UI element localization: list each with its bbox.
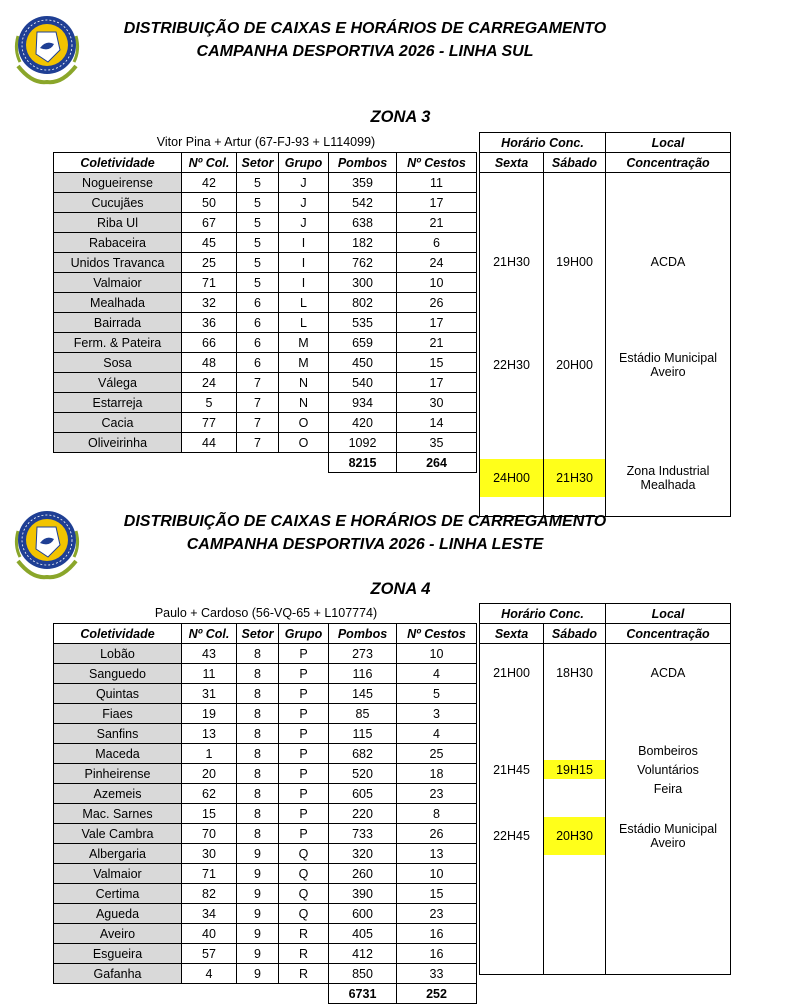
table-row <box>54 433 477 453</box>
cell-cestos: 8 <box>397 804 477 824</box>
cell-cestos: 33 <box>397 964 477 984</box>
cell-cestos: 17 <box>397 193 477 213</box>
total-cestos: 264 <box>397 453 477 473</box>
cell-col: 50 <box>182 193 237 213</box>
cell-pombos: 390 <box>329 884 397 904</box>
cell-pombos: 850 <box>329 964 397 984</box>
cell-name: Cucujães <box>54 193 182 213</box>
col-header-ncol: Nº Col. <box>182 153 237 173</box>
cell-name: Oliveirinha <box>54 433 182 453</box>
cell-setor: 6 <box>237 293 279 313</box>
cell-name: Certima <box>54 884 182 904</box>
clubs-table-header <box>54 153 477 173</box>
cell-cestos: 11 <box>397 173 477 193</box>
cell-col: 66 <box>182 333 237 353</box>
cell-cestos: 4 <box>397 724 477 744</box>
cell-pombos: 600 <box>329 904 397 924</box>
zone-heading: ZONA 4 <box>370 580 431 598</box>
cell-grupo: Q <box>279 864 329 884</box>
cell-col: 20 <box>182 764 237 784</box>
cell-name: Válega <box>54 373 182 393</box>
cell-name: Fiaes <box>54 704 182 724</box>
cell-pombos: 520 <box>329 764 397 784</box>
cell-cestos: 10 <box>397 273 477 293</box>
cell-col: 70 <box>182 824 237 844</box>
cell-name: Valmaior <box>54 864 182 884</box>
cell-grupo: J <box>279 213 329 233</box>
schedule-header-sexta: Sexta <box>480 624 544 644</box>
cell-col: 82 <box>182 884 237 904</box>
cell-cestos: 35 <box>397 433 477 453</box>
cell-pombos: 182 <box>329 233 397 253</box>
cell-col: 67 <box>182 213 237 233</box>
totals-row <box>54 453 477 473</box>
cell-grupo: P <box>279 704 329 724</box>
cell-col: 44 <box>182 433 237 453</box>
cell-cestos: 26 <box>397 824 477 844</box>
cell-cestos: 10 <box>397 644 477 664</box>
cell-col: 32 <box>182 293 237 313</box>
schedule-local-line: Voluntários <box>606 760 731 779</box>
cell-setor: 8 <box>237 824 279 844</box>
col-header-grupo: Grupo <box>279 153 329 173</box>
cell-grupo: I <box>279 273 329 293</box>
cell-pombos: 934 <box>329 393 397 413</box>
cell-name: Rabaceira <box>54 233 182 253</box>
cell-grupo: R <box>279 964 329 984</box>
table-row <box>54 253 477 273</box>
title-line-1: DISTRIBUIÇÃO DE CAIXAS E HORÁRIOS DE CARREGAMENTO <box>123 513 607 530</box>
col-header-pombos: Pombos <box>329 624 397 644</box>
cell-setor: 5 <box>237 193 279 213</box>
cell-pombos: 682 <box>329 744 397 764</box>
schedule-table <box>479 603 731 975</box>
schedule-header-sabado: Sábado <box>544 153 606 173</box>
cell-pombos: 115 <box>329 724 397 744</box>
col-header-ncol: Nº Col. <box>182 624 237 644</box>
total-pombos: 8215 <box>329 453 397 473</box>
cell-name: Sanguedo <box>54 664 182 684</box>
cell-setor: 8 <box>237 644 279 664</box>
cell-setor: 8 <box>237 804 279 824</box>
cell-grupo: R <box>279 924 329 944</box>
clubs-table-header <box>54 624 477 644</box>
cell-grupo: P <box>279 804 329 824</box>
schedule-sexta: 22H30 <box>480 351 544 379</box>
table-row <box>54 924 477 944</box>
cell-cestos: 21 <box>397 333 477 353</box>
club-logo <box>10 10 84 93</box>
cell-grupo: P <box>279 824 329 844</box>
schedule-sabado: 19H00 <box>544 173 606 352</box>
table-row <box>54 684 477 704</box>
cell-setor: 9 <box>237 884 279 904</box>
schedule-header-sabado: Sábado <box>544 624 606 644</box>
cell-col: 34 <box>182 904 237 924</box>
schedule-sexta: 21H45 <box>480 760 544 779</box>
schedule-sabado-highlighted: 20H30 <box>544 817 606 855</box>
cell-grupo: L <box>279 293 329 313</box>
cell-setor: 5 <box>237 253 279 273</box>
schedule-sexta: 21H30 <box>480 173 544 352</box>
cell-grupo: P <box>279 744 329 764</box>
cell-col: 25 <box>182 253 237 273</box>
cell-setor: 9 <box>237 964 279 984</box>
cell-cestos: 6 <box>397 233 477 253</box>
cell-name: Azemeis <box>54 784 182 804</box>
cell-name: Unidos Travanca <box>54 253 182 273</box>
cell-pombos: 220 <box>329 804 397 824</box>
cell-name: Maceda <box>54 744 182 764</box>
cell-cestos: 17 <box>397 373 477 393</box>
cell-grupo: M <box>279 333 329 353</box>
cell-name: Agueda <box>54 904 182 924</box>
cell-pombos: 116 <box>329 664 397 684</box>
document-title <box>100 17 630 63</box>
cell-pombos: 405 <box>329 924 397 944</box>
cell-name: Bairrada <box>54 313 182 333</box>
zone-heading: ZONA 3 <box>370 108 431 126</box>
cell-grupo: I <box>279 253 329 273</box>
cell-name: Albergaria <box>54 844 182 864</box>
cell-col: 42 <box>182 173 237 193</box>
cell-col: 71 <box>182 864 237 884</box>
cell-setor: 9 <box>237 864 279 884</box>
table-row <box>54 664 477 684</box>
table-row <box>54 273 477 293</box>
cell-cestos: 17 <box>397 313 477 333</box>
cell-setor: 8 <box>237 704 279 724</box>
cell-setor: 5 <box>237 173 279 193</box>
cell-cestos: 16 <box>397 944 477 964</box>
cell-pombos: 540 <box>329 373 397 393</box>
cell-setor: 8 <box>237 744 279 764</box>
table-row <box>54 944 477 964</box>
table-row <box>54 213 477 233</box>
schedule-header-sexta: Sexta <box>480 153 544 173</box>
cell-col: 13 <box>182 724 237 744</box>
cell-setor: 9 <box>237 904 279 924</box>
cell-pombos: 542 <box>329 193 397 213</box>
table-row <box>54 644 477 664</box>
cell-cestos: 5 <box>397 684 477 704</box>
cell-pombos: 659 <box>329 333 397 353</box>
cell-col: 45 <box>182 233 237 253</box>
cell-setor: 8 <box>237 764 279 784</box>
cell-cestos: 3 <box>397 704 477 724</box>
cell-setor: 5 <box>237 273 279 293</box>
total-cestos: 252 <box>397 984 477 1004</box>
team-caption: Vitor Pina + Artur (67-FJ-93 + L114099) <box>156 135 376 149</box>
cell-name: Sosa <box>54 353 182 373</box>
cell-name: Gafanha <box>54 964 182 984</box>
cell-cestos: 10 <box>397 864 477 884</box>
col-header-cestos: Nº Cestos <box>397 153 477 173</box>
cell-cestos: 15 <box>397 353 477 373</box>
totals-row <box>54 984 477 1004</box>
cell-col: 43 <box>182 644 237 664</box>
cell-pombos: 1092 <box>329 433 397 453</box>
schedule-local: Estádio Municipal Aveiro <box>606 351 731 379</box>
cell-grupo: Q <box>279 904 329 924</box>
cell-grupo: P <box>279 724 329 744</box>
cell-col: 19 <box>182 704 237 724</box>
cell-cestos: 4 <box>397 664 477 684</box>
schedule-header-local: Local <box>606 133 731 153</box>
cell-name: Sanfins <box>54 724 182 744</box>
cell-grupo: N <box>279 373 329 393</box>
schedule-header-concentracao: Concentração <box>606 153 731 173</box>
cell-col: 24 <box>182 373 237 393</box>
col-header-coletividade: Coletividade <box>54 624 182 644</box>
table-row <box>54 904 477 924</box>
cell-setor: 6 <box>237 333 279 353</box>
schedule-sexta: 22H45 <box>480 817 544 855</box>
cell-name: Lobão <box>54 644 182 664</box>
document-title <box>100 510 630 556</box>
schedule-sabado: 20H00 <box>544 351 606 379</box>
table-row <box>54 784 477 804</box>
cell-pombos: 802 <box>329 293 397 313</box>
clubs-table <box>53 623 477 1004</box>
cell-cestos: 15 <box>397 884 477 904</box>
cell-setor: 9 <box>237 924 279 944</box>
col-header-pombos: Pombos <box>329 153 397 173</box>
cell-setor: 5 <box>237 233 279 253</box>
cell-grupo: O <box>279 413 329 433</box>
cell-grupo: P <box>279 784 329 804</box>
cell-pombos: 320 <box>329 844 397 864</box>
cell-setor: 9 <box>237 944 279 964</box>
cell-pombos: 450 <box>329 353 397 373</box>
cell-cestos: 18 <box>397 764 477 784</box>
cell-cestos: 30 <box>397 393 477 413</box>
cell-setor: 7 <box>237 373 279 393</box>
cell-name: Vale Cambra <box>54 824 182 844</box>
cell-grupo: I <box>279 233 329 253</box>
cell-pombos: 638 <box>329 213 397 233</box>
cell-setor: 9 <box>237 844 279 864</box>
title-line-2: CAMPANHA DESPORTIVA 2026 - LINHA SUL <box>196 43 534 60</box>
cell-cestos: 25 <box>397 744 477 764</box>
cell-pombos: 535 <box>329 313 397 333</box>
cell-grupo: J <box>279 193 329 213</box>
cell-pombos: 733 <box>329 824 397 844</box>
table-row <box>54 313 477 333</box>
cell-pombos: 300 <box>329 273 397 293</box>
cell-col: 15 <box>182 804 237 824</box>
cell-setor: 5 <box>237 213 279 233</box>
schedule-table <box>479 132 731 517</box>
cell-col: 71 <box>182 273 237 293</box>
table-row <box>54 373 477 393</box>
cell-setor: 6 <box>237 353 279 373</box>
table-row <box>54 293 477 313</box>
cell-col: 31 <box>182 684 237 704</box>
cell-pombos: 145 <box>329 684 397 704</box>
cell-grupo: P <box>279 764 329 784</box>
col-header-coletividade: Coletividade <box>54 153 182 173</box>
cell-pombos: 85 <box>329 704 397 724</box>
title-line-1: DISTRIBUIÇÃO DE CAIXAS E HORÁRIOS DE CARREGAMENTO <box>123 20 607 37</box>
cell-grupo: O <box>279 433 329 453</box>
cell-cestos: 13 <box>397 844 477 864</box>
cell-name: Estarreja <box>54 393 182 413</box>
cell-pombos: 605 <box>329 784 397 804</box>
table-row <box>54 333 477 353</box>
cell-col: 5 <box>182 393 237 413</box>
cell-name: Riba Ul <box>54 213 182 233</box>
cell-col: 11 <box>182 664 237 684</box>
cell-grupo: R <box>279 944 329 964</box>
cell-grupo: Q <box>279 844 329 864</box>
cell-setor: 7 <box>237 413 279 433</box>
schedule-header-local: Local <box>606 604 731 624</box>
schedule-sexta: 21H00 <box>480 663 544 682</box>
schedule-local-line: Feira <box>606 779 731 798</box>
table-row <box>54 804 477 824</box>
schedule-local-line: Bombeiros <box>606 741 731 760</box>
table-row <box>54 393 477 413</box>
schedule-local: Estádio Municipal Aveiro <box>606 817 731 855</box>
schedule-sexta-highlighted: 24H00 <box>480 459 544 497</box>
cell-cestos: 24 <box>397 253 477 273</box>
cell-grupo: Q <box>279 884 329 904</box>
col-header-setor: Setor <box>237 624 279 644</box>
club-logo <box>10 505 84 588</box>
schedule-sabado-highlighted: 19H15 <box>544 760 606 779</box>
cell-name: Esgueira <box>54 944 182 964</box>
cell-cestos: 23 <box>397 784 477 804</box>
table-row <box>54 353 477 373</box>
cell-pombos: 420 <box>329 413 397 433</box>
cell-setor: 7 <box>237 393 279 413</box>
table-row <box>54 173 477 193</box>
cell-name: Mac. Sarnes <box>54 804 182 824</box>
cell-name: Ferm. & Pateira <box>54 333 182 353</box>
cell-setor: 8 <box>237 784 279 804</box>
col-header-setor: Setor <box>237 153 279 173</box>
table-row <box>54 764 477 784</box>
schedule-header-horario: Horário Conc. <box>480 133 606 153</box>
cell-grupo: L <box>279 313 329 333</box>
cell-col: 1 <box>182 744 237 764</box>
table-row <box>54 413 477 433</box>
schedule-local: ACDA <box>606 173 731 352</box>
cell-col: 30 <box>182 844 237 864</box>
cell-pombos: 412 <box>329 944 397 964</box>
cell-name: Aveiro <box>54 924 182 944</box>
cell-setor: 8 <box>237 724 279 744</box>
cell-grupo: P <box>279 644 329 664</box>
cell-col: 57 <box>182 944 237 964</box>
cell-cestos: 14 <box>397 413 477 433</box>
team-caption: Paulo + Cardoso (56-VQ-65 + L107774) <box>154 606 378 620</box>
cell-name: Valmaior <box>54 273 182 293</box>
table-row <box>54 864 477 884</box>
cell-pombos: 260 <box>329 864 397 884</box>
cell-cestos: 16 <box>397 924 477 944</box>
cell-name: Mealhada <box>54 293 182 313</box>
table-row <box>54 964 477 984</box>
cell-setor: 7 <box>237 433 279 453</box>
cell-col: 40 <box>182 924 237 944</box>
cell-name: Pinheirense <box>54 764 182 784</box>
clubs-table <box>53 152 477 473</box>
col-header-cestos: Nº Cestos <box>397 624 477 644</box>
cell-grupo: J <box>279 173 329 193</box>
table-row <box>54 744 477 764</box>
cell-setor: 8 <box>237 684 279 704</box>
cell-grupo: M <box>279 353 329 373</box>
cell-grupo: N <box>279 393 329 413</box>
table-row <box>54 724 477 744</box>
cell-pombos: 359 <box>329 173 397 193</box>
cell-col: 36 <box>182 313 237 333</box>
col-header-grupo: Grupo <box>279 624 329 644</box>
cell-col: 62 <box>182 784 237 804</box>
schedule-sabado: 18H30 <box>544 663 606 682</box>
cell-cestos: 21 <box>397 213 477 233</box>
cell-pombos: 273 <box>329 644 397 664</box>
cell-name: Quintas <box>54 684 182 704</box>
table-row <box>54 824 477 844</box>
cell-col: 77 <box>182 413 237 433</box>
total-pombos: 6731 <box>329 984 397 1004</box>
cell-grupo: P <box>279 684 329 704</box>
cell-setor: 8 <box>237 664 279 684</box>
cell-pombos: 762 <box>329 253 397 273</box>
cell-col: 48 <box>182 353 237 373</box>
cell-cestos: 26 <box>397 293 477 313</box>
cell-name: Cacia <box>54 413 182 433</box>
schedule-header-horario: Horário Conc. <box>480 604 606 624</box>
table-row <box>54 193 477 213</box>
schedule-local: ACDA <box>606 663 731 682</box>
schedule-header-concentracao: Concentração <box>606 624 731 644</box>
table-row <box>54 704 477 724</box>
table-row <box>54 844 477 864</box>
title-line-2: CAMPANHA DESPORTIVA 2026 - LINHA LESTE <box>186 536 544 553</box>
cell-setor: 6 <box>237 313 279 333</box>
cell-cestos: 23 <box>397 904 477 924</box>
cell-col: 4 <box>182 964 237 984</box>
schedule-local: Zona Industrial Mealhada <box>606 459 731 497</box>
schedule-sabado-highlighted: 21H30 <box>544 459 606 497</box>
table-row <box>54 884 477 904</box>
cell-grupo: P <box>279 664 329 684</box>
table-row <box>54 233 477 253</box>
cell-name: Nogueirense <box>54 173 182 193</box>
